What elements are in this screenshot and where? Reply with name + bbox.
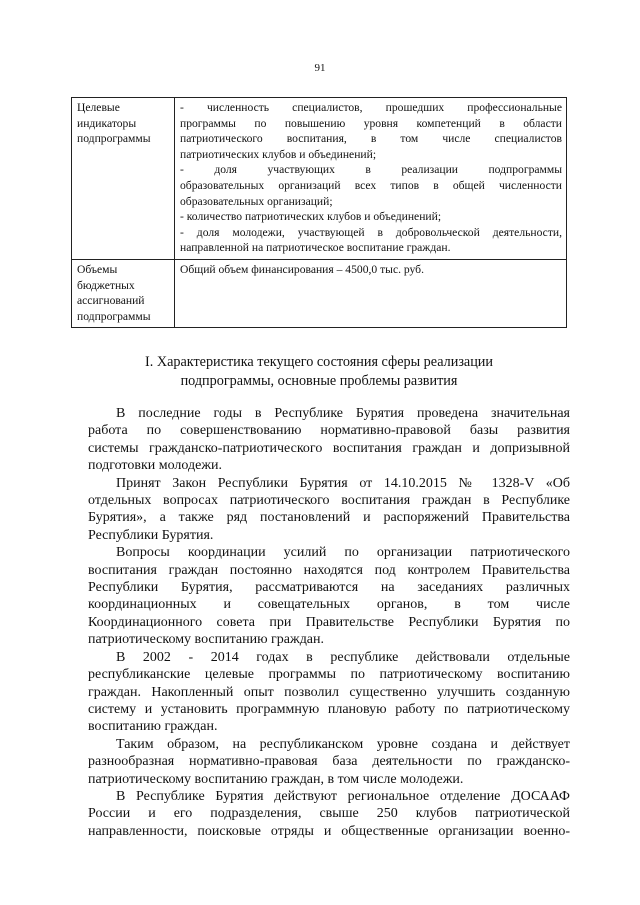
content-line: образовательных организаций;	[180, 194, 333, 208]
text-line: граждан. Накопленный опыт позволил существенно улучшить созданную	[88, 684, 570, 700]
subprogram-passport-table	[71, 97, 567, 328]
text-line: В Республике Бурятия действуют региональное отделение ДОСААФ	[116, 788, 570, 804]
text-line: разнообразная нормативно-правовая база деятельности по гражданско-	[88, 754, 570, 770]
content-line: патриотических клубов и объединений;	[180, 147, 377, 161]
text-line: республиканские целевые программы по патриотическому воспитанию	[88, 667, 570, 683]
text-line: патриотическому воспитанию граждан.	[88, 632, 325, 648]
label-line: ассигнований	[77, 294, 145, 308]
paragraph	[88, 788, 570, 840]
text-line: воспитания граждан постоянно находятся под контролем Правительства	[88, 562, 570, 578]
content-line: Общий объем финансирования – 4500,0 тыс. руб.	[180, 262, 424, 276]
text-line: Бурятия», а также ряд постановлений и распоряжений Правительства	[88, 510, 570, 526]
paragraph	[88, 405, 570, 475]
label-line: индикаторы	[77, 116, 137, 130]
content-line: программы по повышению уровня компетенций в области	[180, 116, 562, 130]
row-label	[72, 259, 175, 327]
text-line: систему и установить программную плановую работу по патриотическому	[88, 701, 570, 717]
text-line: Таким образом, на республиканском уровне создана и действует	[116, 736, 570, 752]
text-line: Вопросы координации усилий по организации патриотического	[116, 545, 570, 561]
row-content	[175, 98, 567, 260]
text-line: Республики Бурятия.	[88, 527, 214, 543]
label-line: бюджетных	[77, 278, 135, 292]
table-row-indicators	[72, 98, 567, 260]
label-line: Целевые	[77, 101, 120, 114]
paragraph	[88, 736, 570, 788]
content-line: образовательных организаций всех типов в общей численности	[180, 178, 562, 192]
page-number: 91	[314, 62, 326, 74]
label-line: подпрограммы	[77, 309, 151, 323]
table-row-budget	[72, 259, 567, 327]
label-line: подпрограммы	[77, 132, 151, 146]
content-line: - количество патриотических клубов и объединений;	[180, 210, 442, 224]
text-line: В 2002 - 2014 годах в республике действовали отдельные	[116, 649, 570, 665]
paragraph	[88, 475, 570, 545]
section-title	[71, 353, 567, 391]
title-line: подпрограммы, основные проблемы развития	[180, 373, 458, 389]
label-line: Объемы	[77, 262, 118, 276]
title-line: I. Характеристика текущего состояния сферы реализации	[145, 354, 493, 370]
paragraph	[88, 649, 570, 736]
text-line: направленности, поисковые отряды и общественные организации военно-	[88, 823, 570, 839]
text-line: России и его подразделения, свыше 250 клубов патриотической	[88, 806, 570, 822]
content-line: - численность специалистов, прошедших профессиональные	[180, 101, 562, 114]
row-content	[175, 259, 567, 327]
text-line: патриотическому воспитанию граждан, в том числе молодежи.	[88, 771, 464, 787]
paragraph	[88, 544, 570, 648]
text-line: работа по совершенствованию нормативно-правовой базы развития	[88, 423, 570, 439]
text-line: Республики Бурятия, рассматриваются на заседаниях различных	[88, 580, 570, 596]
row-label	[72, 98, 175, 260]
text-line: Принят Закон Республики Бурятия от 14.10.2015 № 1328-V «Об	[116, 475, 570, 491]
text-line: подготовки молодежи.	[88, 458, 223, 474]
content-line: - доля молодежи, участвующей в добровольческой деятельности,	[180, 225, 562, 239]
text-line: координационных и совещательных органов, в том числе	[88, 597, 570, 613]
content-line: - доля участвующих в реализации подпрограммы	[180, 163, 562, 177]
text-line: В последние годы в Республике Бурятия проведена значительная	[116, 406, 570, 421]
text-line: отдельных вопросах патриотического воспитания граждан в Республике	[88, 493, 570, 509]
text-line: системы гражданско-патриотического воспитания граждан и допризывной	[88, 440, 570, 456]
body-text	[88, 405, 570, 840]
content-line: направленной на патриотическое воспитание граждан.	[180, 241, 451, 255]
content-line: патриотического воспитания, в том числе специалистов	[180, 132, 562, 146]
text-line: воспитанию граждан.	[88, 719, 218, 735]
text-line: Координационного совета при Правительстве Республики Бурятия по	[88, 614, 570, 630]
